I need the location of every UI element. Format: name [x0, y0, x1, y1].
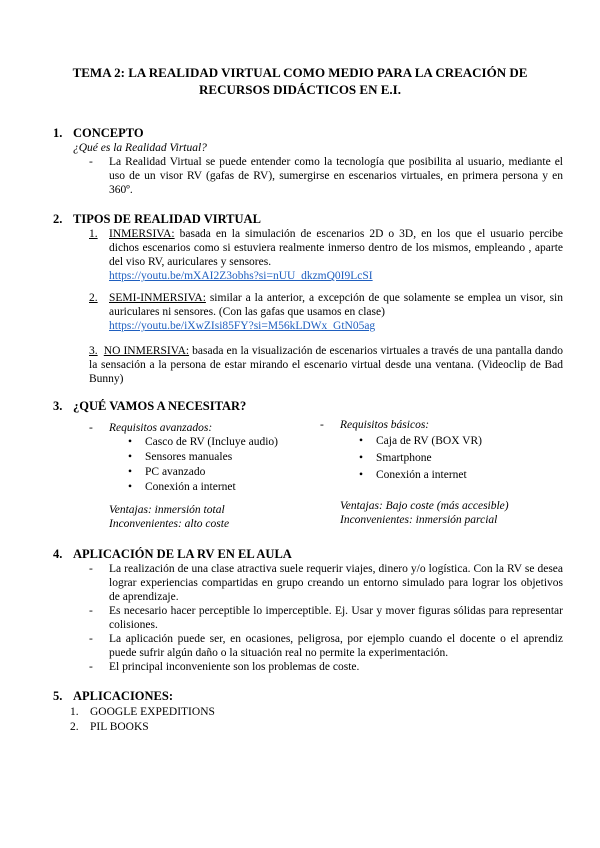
section-5-heading: 5. APLICACIONES: — [53, 689, 174, 703]
list-item: • Smartphone — [359, 452, 432, 464]
list-item: • Sensores manuales — [128, 451, 233, 463]
basic-requirements-label: - Requisitos básicos: — [320, 419, 430, 431]
advanced-inconvenientes: Inconvenientes: alto coste — [109, 518, 230, 530]
list-item: • PC avanzado — [128, 466, 206, 478]
video-link[interactable]: https://youtu.be/mXAI2Z3obhs?si=nUU_dkzmQ0I9LcSI — [109, 270, 373, 282]
vr-type-inmersiva: 1. INMERSIVA: basada en la simulación de escenarios 2D o 3D, en los que el usuario percibe dichos escenarios como si estuviera realmente inmerso dentro de los mismos, empleando , aparte del viso RV, auriculares y sensores. https://youtu.be/mXAI2Z3obhs?si=nUU_dkzmQ0I9LcSI — [89, 228, 563, 282]
title-line-2: RECURSOS DIDÁCTICOS EN E.I. — [199, 82, 401, 97]
section-1-question: ¿Qué es la Realidad Virtual? — [73, 142, 207, 154]
vr-type-label: SEMI-INMERSIVA: — [109, 292, 206, 304]
page-title — [40, 64, 560, 98]
basic-ventajas: Ventajas: Bajo coste (más accesible) — [340, 500, 509, 512]
section-3-heading: 3. ¿QUÉ VAMOS A NECESITAR? — [53, 399, 247, 413]
section-4-item: - La aplicación puede ser, en ocasiones, peligrosa, por ejemplo cuando el docente o el aprendiz puede sufrir algún daño o la situación real no permite la experimentación. — [89, 633, 563, 659]
section-1-item: - La Realidad Virtual se puede entender como la tecnología que posibilita al usuario, mediante el uso de un visor RV (gafas de RV), sumergirse en escenarios virtuales, en primera persona y en 360º. — [89, 156, 563, 196]
section-2-heading: 2. TIPOS DE REALIDAD VIRTUAL — [53, 212, 261, 226]
title-line-1: TEMA 2: LA REALIDAD VIRTUAL COMO MEDIO PARA LA CREACIÓN DE — [72, 65, 528, 80]
list-item: • Conexión a internet — [359, 469, 467, 481]
section-4-heading: 4. APLICACIÓN DE LA RV EN EL AULA — [53, 547, 292, 561]
advanced-ventajas: Ventajas: inmersión total — [109, 504, 225, 516]
video-link[interactable]: https://youtu.be/iXwZIsi85FY?si=M56kLDWx_GtN05ag — [109, 320, 376, 332]
application-item: 1. GOOGLE EXPEDITIONS — [70, 706, 215, 718]
application-item: 2. PIL BOOKS — [70, 721, 149, 733]
section-4-item: - El principal inconveniente son los problemas de coste. — [89, 661, 360, 673]
advanced-requirements-list — [128, 435, 325, 495]
basic-requirements-list — [359, 434, 556, 485]
section-4-item: - La realización de una clase atractiva suele requerir viajes, dinero y/o logística. Con la RV se desea lograr experiencias compartidas en grupo creando un entorno simulado para lograr los objetivos de aprendizaje. — [89, 563, 563, 603]
advanced-requirements-label: - Requisitos avanzados: — [89, 422, 213, 434]
basic-inconvenientes: Inconvenientes: inmersión parcial — [340, 514, 498, 526]
list-item: • Caja de RV (BOX VR) — [359, 435, 482, 447]
vr-type-label: NO INMERSIVA: — [103, 345, 190, 357]
list-item: • Conexión a internet — [128, 481, 236, 493]
list-item: • Casco de RV (Incluye audio) — [128, 436, 278, 448]
section-1-heading: 1. CONCEPTO — [53, 126, 144, 140]
vr-type-label: INMERSIVA: — [109, 228, 175, 240]
section-4-item: - Es necesario hacer perceptible lo imperceptible. Ej. Usar y mover figuras sólidas para representar colisiones. — [89, 605, 563, 631]
vr-type-semi-inmersiva: 2. SEMI-INMERSIVA: similar a la anterior, a excepción de que solamente se emplea un visor, sin auriculares ni sensores. (Con las gafas que usamos en clase) https://youtu.be/iXwZIsi85FY?si=M56kLDWx_GtN05ag — [89, 292, 563, 332]
vr-type-no-inmersiva: 3. NO INMERSIVA: basada en la visualización de escenarios virtuales a través de una pantalla dando la sensación a la persona de estar mirando el escenario virtual desde una ventana. (Videoclip de Bad Bunny) — [89, 345, 564, 385]
